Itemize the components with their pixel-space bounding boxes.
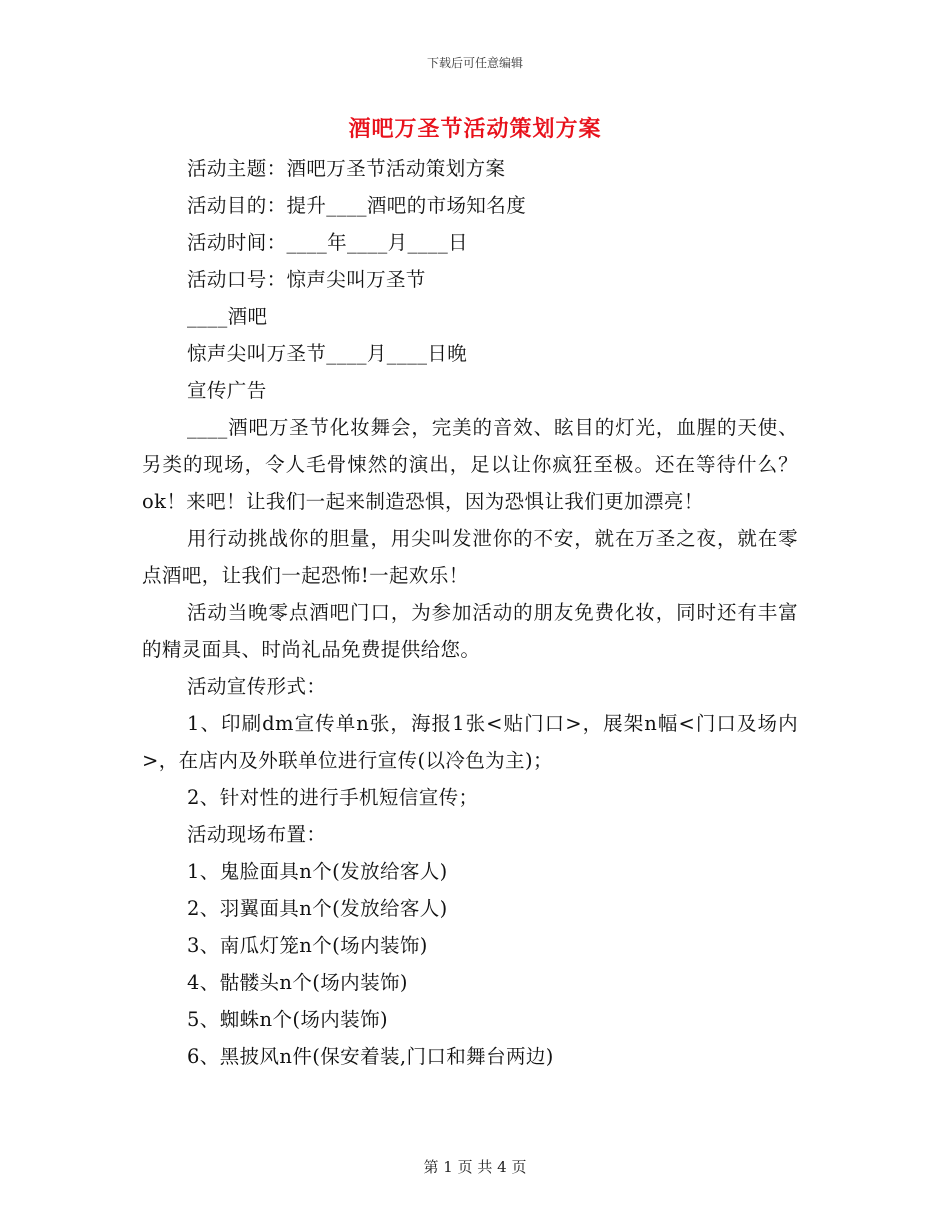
activity-purpose: 活动目的：提升____酒吧的市场知名度	[187, 194, 527, 217]
entrance-paragraph: 活动当晚零点酒吧门口，为参加活动的朋友免费化妆，同时还有丰富的精灵面具、时尚礼品免费提供给您。	[142, 601, 798, 661]
challenge-paragraph: 用行动挑战你的胆量，用尖叫发泄你的不安，就在万圣之夜，就在零点酒吧，让我们一起恐怖!一起欢乐！	[142, 527, 798, 587]
activity-theme: 活动主题：酒吧万圣节活动策划方案	[187, 157, 506, 180]
ad-body-paragraph: ____酒吧万圣节化妆舞会，完美的音效、眩目的灯光，血腥的天使、另类的现场，令人毛骨悚然的演出，足以让你疯狂至极。还在等待什么？ok！来吧！让我们一起来制造恐惧，因为恐惧让我们更加漂亮！	[142, 416, 798, 513]
page-footer: 第 1 页 共 4 页	[423, 1158, 527, 1176]
page-header: 下载后可任意编辑	[426, 56, 523, 70]
list-item: 6、黑披风n件(保安着装,门口和舞台两边)	[187, 1045, 554, 1068]
activity-slogan: 活动口号：惊声尖叫万圣节	[187, 268, 426, 291]
promotion-heading: 活动宣传形式：	[187, 675, 327, 698]
list-item: 4、骷髅头n个(场内装饰)	[187, 971, 408, 994]
list-item: 2、羽翼面具n个(发放给客人)	[187, 897, 448, 920]
document-title: 酒吧万圣节活动策划方案	[348, 116, 602, 142]
ad-heading: 宣传广告	[187, 379, 267, 402]
event-date: 惊声尖叫万圣节____月____日晚	[187, 342, 468, 365]
document-body	[142, 150, 798, 1075]
list-item: 1、鬼脸面具n个(发放给客人)	[187, 860, 448, 883]
promotion-item-2: 2、针对性的进行手机短信宣传；	[187, 786, 479, 809]
layout-heading: 活动现场布置：	[187, 823, 327, 846]
bar-name: ____酒吧	[187, 305, 268, 328]
activity-time: 活动时间：____年____月____日	[187, 231, 468, 254]
list-item: 5、蜘蛛n个(场内装饰)	[187, 1008, 388, 1031]
list-item: 3、南瓜灯笼n个(场内装饰)	[187, 934, 428, 957]
promotion-item-1: 1、印刷dm宣传单n张，海报1张<贴门口>，展架n幅<门口及场内>，在店内及外联单位进行宣传(以冷色为主)；	[142, 712, 798, 772]
